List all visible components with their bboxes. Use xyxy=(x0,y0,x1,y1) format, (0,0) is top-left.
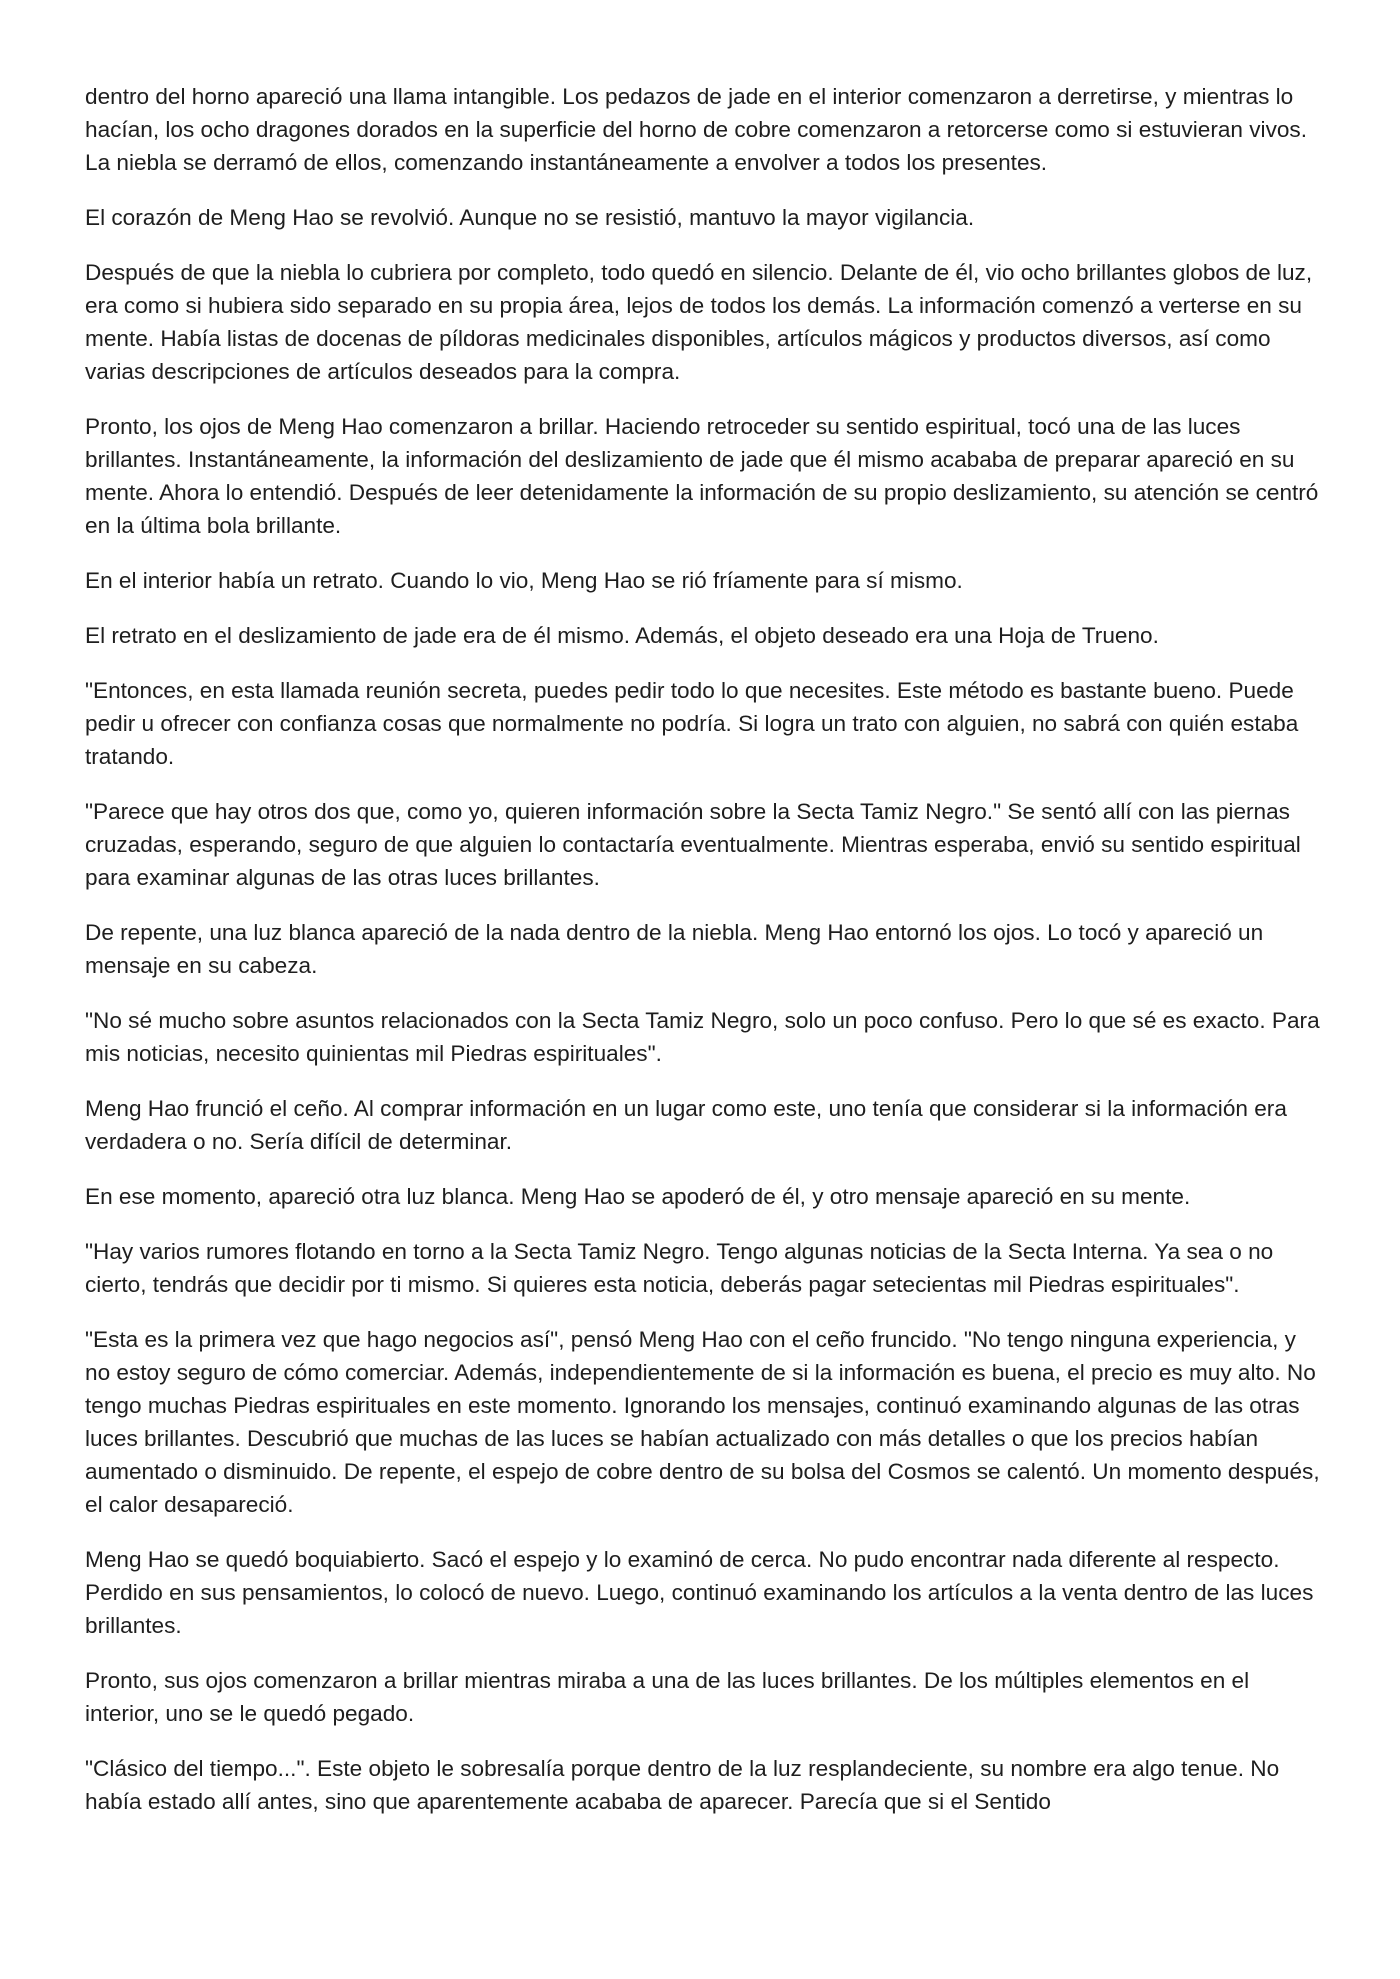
paragraph: El corazón de Meng Hao se revolvió. Aunque no se resistió, mantuvo la mayor vigilancia. xyxy=(85,205,975,230)
paragraph: Pronto, los ojos de Meng Hao comenzaron a brillar. Haciendo retroceder su sentido espiritual, tocó una de las luces brillantes. Instantáneamente, la información del deslizamiento de jade que él mismo acababa de preparar apareció en su mente. Ahora lo entendió. Después de leer detenidamente la información de su propio deslizamiento, su atención se centró en la última bola brillante. xyxy=(85,414,1319,538)
paragraph: En ese momento, apareció otra luz blanca. Meng Hao se apoderó de él, y otro mensaje apareció en su mente. xyxy=(85,1184,1191,1209)
paragraph: "Entonces, en esta llamada reunión secreta, puedes pedir todo lo que necesites. Este método es bastante bueno. Puede pedir u ofrecer con confianza cosas que normalmente no podría. Si logra un trato con alguien, no sabrá con quién estaba tratando. xyxy=(85,678,1299,769)
paragraph: Pronto, sus ojos comenzaron a brillar mientras miraba a una de las luces brillantes. De los múltiples elementos en el interior, uno se le quedó pegado. xyxy=(85,1668,1250,1726)
paragraph: Después de que la niebla lo cubriera por completo, todo quedó en silencio. Delante de él, vio ocho brillantes globos de luz, era como si hubiera sido separado en su propia área, lejos de todos los demás. La información comenzó a verterse en su mente. Había listas de docenas de píldoras medicinales disponibles, artículos mágicos y productos diversos, así como varias descripciones de artículos deseados para la compra. xyxy=(85,260,1313,384)
paragraph: El retrato en el deslizamiento de jade era de él mismo. Además, el objeto deseado era una Hoja de Trueno. xyxy=(85,623,1159,648)
paragraph: dentro del horno apareció una llama intangible. Los pedazos de jade en el interior comenzaron a derretirse, y mientras lo hacían, los ocho dragones dorados en la superficie del horno de cobre comenzaron a retorcerse como si estuvieran vivos. La niebla se derramó de ellos, comenzando instantáneamente a envolver a todos los presentes. xyxy=(85,84,1308,175)
paragraph: De repente, una luz blanca apareció de la nada dentro de la niebla. Meng Hao entornó los ojos. Lo tocó y apareció un mensaje en su cabeza. xyxy=(85,920,1264,978)
paragraph: "Hay varios rumores flotando en torno a la Secta Tamiz Negro. Tengo algunas noticias de la Secta Interna. Ya sea o no cierto, tendrás que decidir por ti mismo. Si quieres esta noticia, deberás pagar setecientas mil Piedras espirituales". xyxy=(85,1239,1274,1297)
paragraph: "Parece que hay otros dos que, como yo, quieren información sobre la Secta Tamiz Negro." Se sentó allí con las piernas cruzadas, esperando, seguro de que alguien lo contactaría eventualmente. Mientras esperaba, envió su sentido espiritual para examinar algunas de las otras luces brillantes. xyxy=(85,799,1301,890)
paragraph: Meng Hao se quedó boquiabierto. Sacó el espejo y lo examinó de cerca. No pudo encontrar nada diferente al respecto. Perdido en sus pensamientos, lo colocó de nuevo. Luego, continuó examinando los artículos a la venta dentro de las luces brillantes. xyxy=(85,1547,1314,1638)
paragraph: En el interior había un retrato. Cuando lo vio, Meng Hao se rió fríamente para sí mismo. xyxy=(85,568,963,593)
paragraph: Meng Hao frunció el ceño. Al comprar información en un lugar como este, uno tenía que considerar si la información era verdadera o no. Sería difícil de determinar. xyxy=(85,1096,1287,1154)
paragraph: "No sé mucho sobre asuntos relacionados con la Secta Tamiz Negro, solo un poco confuso. Pero lo que sé es exacto. Para mis noticias, necesito quinientas mil Piedras espirituales". xyxy=(85,1008,1320,1066)
paragraph: "Esta es la primera vez que hago negocios así", pensó Meng Hao con el ceño fruncido. "No tengo ninguna experiencia, y no estoy seguro de cómo comerciar. Además, independientemente de si la información es buena, el precio es muy alto. No tengo muchas Piedras espirituales en este momento. Ignorando los mensajes, continuó examinando algunas de las otras luces brillantes. Descubrió que muchas de las luces se habían actualizado con más detalles o que los precios habían aumentado o disminuido. De repente, el espejo de cobre dentro de su bolsa del Cosmos se calentó. Un momento después, el calor desapareció. xyxy=(85,1327,1320,1517)
document-page xyxy=(85,80,1325,1840)
paragraph: "Clásico del tiempo...". Este objeto le sobresalía porque dentro de la luz resplandeciente, su nombre era algo tenue. No había estado allí antes, sino que aparentemente acababa de aparecer. Parecía que si el Sentido xyxy=(85,1756,1280,1814)
